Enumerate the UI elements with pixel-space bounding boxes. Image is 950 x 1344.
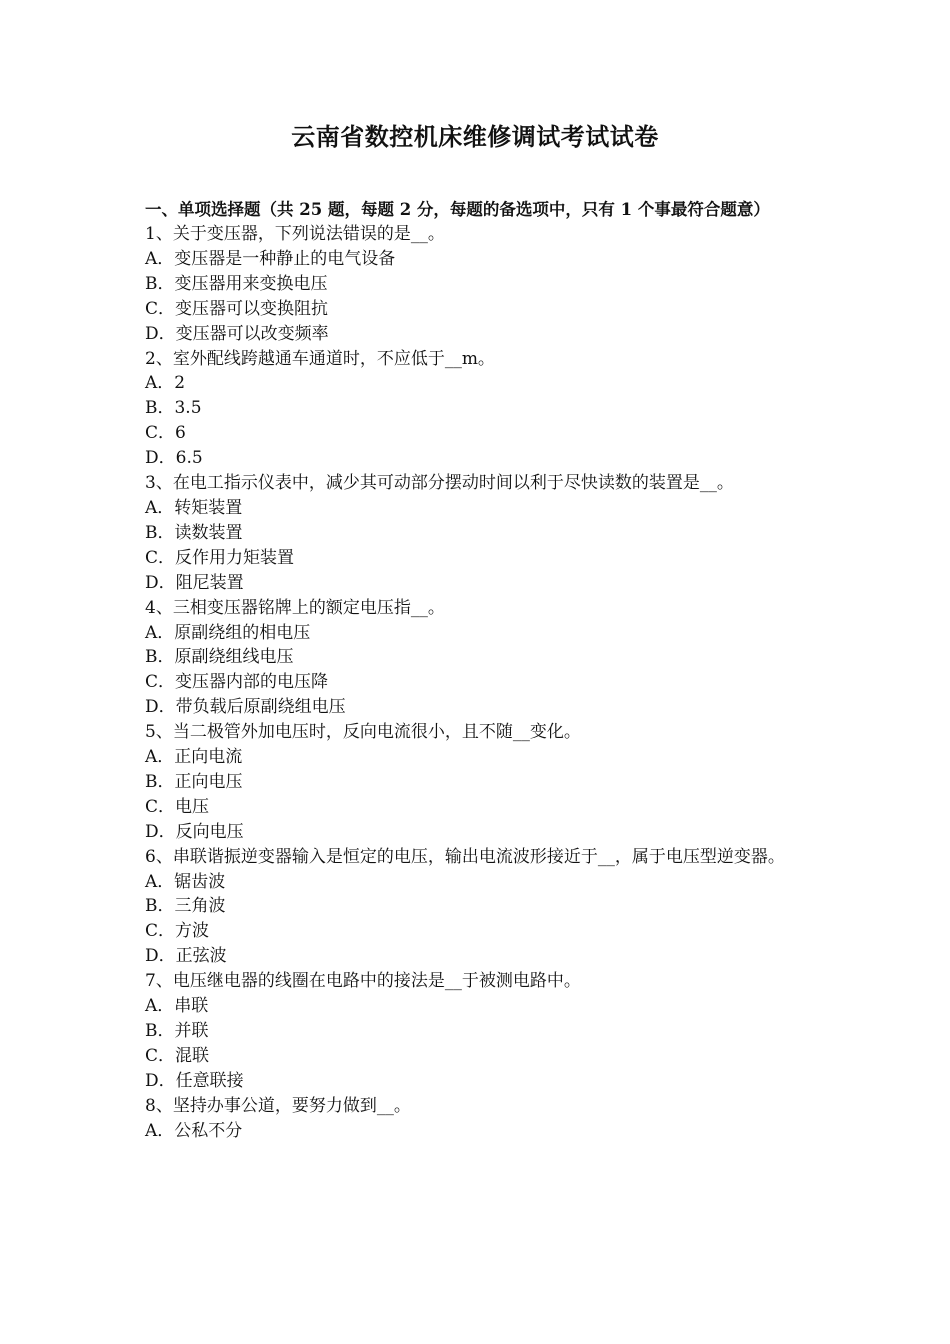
option-b: B．变压器用来变换电压 bbox=[145, 273, 328, 294]
question-stem: 3、在电工指示仪表中，减少其可动部分摆动时间以利于尽快读数的装置是__。 bbox=[145, 473, 734, 494]
question-5 bbox=[145, 720, 813, 845]
option-b: B．三角波 bbox=[145, 896, 226, 917]
option-d: D．带负载后原副绕组电压 bbox=[145, 697, 346, 718]
option-d: D．阻尼装置 bbox=[145, 572, 244, 593]
option-c: C．6 bbox=[145, 423, 186, 444]
question-8 bbox=[145, 1094, 813, 1144]
option-d: D．6.5 bbox=[145, 448, 203, 469]
question-6 bbox=[145, 845, 813, 970]
question-1 bbox=[145, 222, 813, 347]
question-stem: 5、当二极管外加电压时，反向电流很小，且不随__变化。 bbox=[145, 722, 581, 743]
option-c: C．变压器内部的电压降 bbox=[145, 672, 329, 693]
question-2 bbox=[145, 347, 813, 472]
question-section bbox=[145, 197, 813, 1144]
option-d: D．反向电压 bbox=[145, 821, 244, 842]
question-4 bbox=[145, 596, 813, 721]
option-a: A．原副绕组的相电压 bbox=[145, 622, 311, 643]
question-stem: 2、室外配线跨越通车通道时，不应低于__m。 bbox=[145, 348, 495, 369]
option-d: D．任意联接 bbox=[145, 1070, 244, 1091]
question-stem: 8、坚持办事公道，要努力做到__。 bbox=[145, 1095, 411, 1116]
exam-title: 云南省数控机床维修调试考试试卷 bbox=[291, 122, 659, 151]
option-c: C．变压器可以变换阻抗 bbox=[145, 298, 329, 319]
option-b: B．正向电压 bbox=[145, 771, 243, 792]
option-c: C．反作用力矩装置 bbox=[145, 547, 295, 568]
option-c: C．电压 bbox=[145, 796, 210, 817]
option-d: D．变压器可以改变频率 bbox=[145, 323, 329, 344]
option-c: C．方波 bbox=[145, 921, 210, 942]
option-a: A．公私不分 bbox=[145, 1120, 243, 1141]
question-3 bbox=[145, 471, 813, 596]
option-a: A．锯齿波 bbox=[145, 871, 226, 892]
option-a: A．2 bbox=[145, 373, 186, 394]
question-stem: 1、关于变压器，下列说法错误的是__。 bbox=[145, 224, 445, 244]
question-stem: 6、串联谐振逆变器输入是恒定的电压，输出电流波形接近于__，属于电压型逆变器。 bbox=[145, 846, 785, 867]
option-a: A．串联 bbox=[145, 996, 209, 1017]
option-a: A．转矩装置 bbox=[145, 497, 243, 518]
option-a: A．正向电流 bbox=[145, 747, 243, 768]
option-b: B．原副绕组线电压 bbox=[145, 647, 294, 668]
option-b: B．并联 bbox=[145, 1021, 209, 1041]
question-stem: 7、电压继电器的线圈在电路中的接法是__于被测电路中。 bbox=[145, 971, 581, 992]
option-d: D．正弦波 bbox=[145, 946, 227, 967]
option-c: C．混联 bbox=[145, 1045, 210, 1066]
question-stem: 4、三相变压器铭牌上的额定电压指__。 bbox=[145, 597, 445, 618]
option-a: A．变压器是一种静止的电气设备 bbox=[145, 248, 396, 269]
option-b: B．读数装置 bbox=[145, 522, 243, 543]
question-7 bbox=[145, 969, 813, 1094]
option-b: B．3.5 bbox=[145, 398, 202, 419]
section-heading: 一、单项选择题（共 25 题，每题 2 分，每题的备选项中，只有 1 个事最符合题意） bbox=[145, 200, 770, 219]
